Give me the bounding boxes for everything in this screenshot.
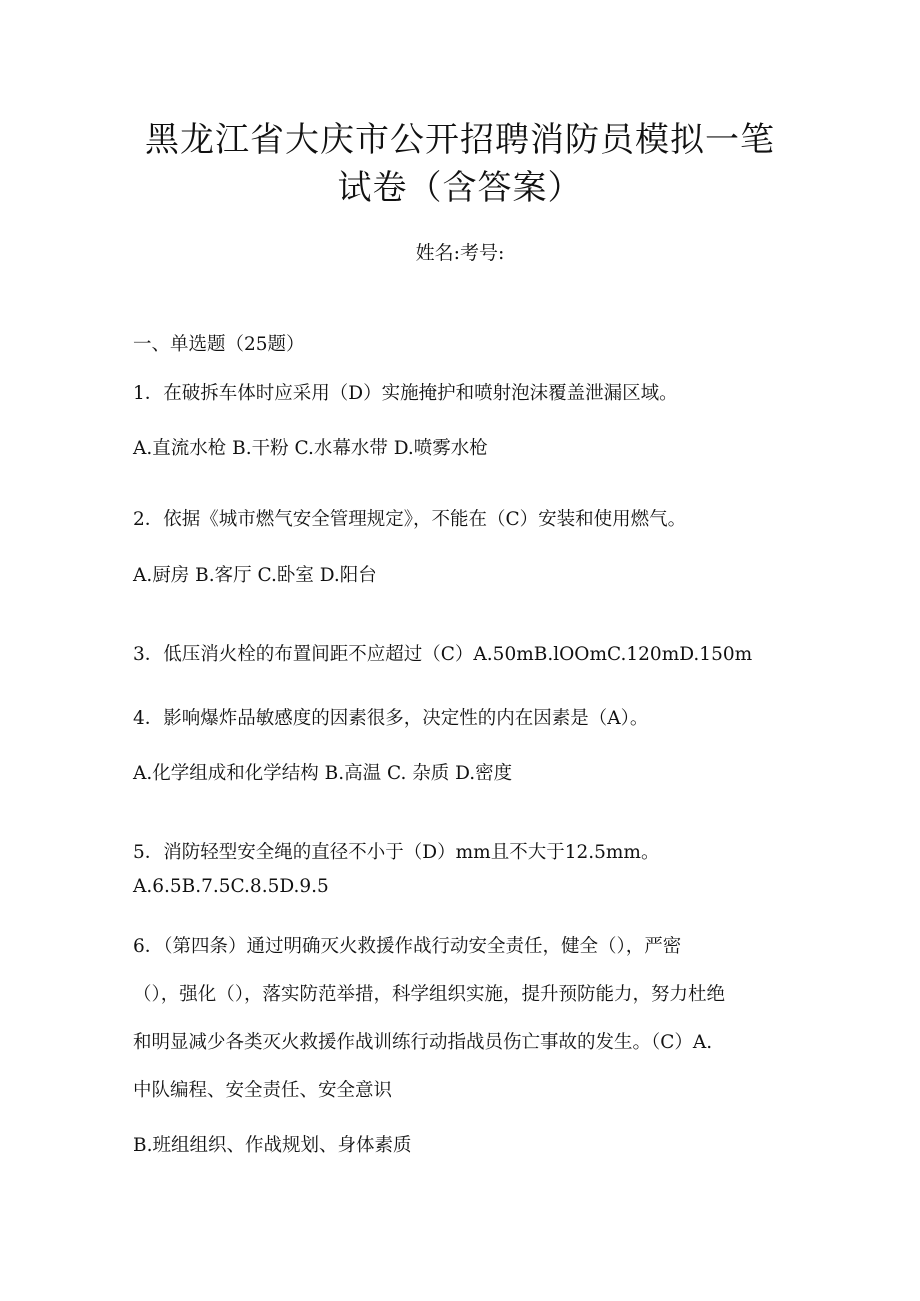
question-6-option-b: B.班组组织、作战规划、身体素质 (133, 1135, 412, 1156)
question-1-stem: 1．在破拆车体时应采用（D）实施掩护和喷射泡沫覆盖泄漏区域。 (133, 383, 678, 404)
section-heading: 一、单选题（25题） (133, 334, 305, 355)
question-5-stem: 5．消防轻型安全绳的直径不小于（D）mm且不大于12.5mm。 (133, 842, 660, 863)
question-6-stem-line-4: 中队编程、安全责任、安全意识 (133, 1080, 393, 1101)
document-title-line-2: 试卷（含答案） (337, 168, 583, 208)
question-4-stem: 4．影响爆炸品敏感度的因素很多，决定性的内在因素是（A）。 (133, 708, 649, 729)
question-6-stem-line-2: （），强化（），落实防范举措，科学组织实施，提升预防能力，努力杜绝 (133, 984, 726, 1005)
question-4-options: A.化学组成和化学结构 B.高温 C. 杂质 D.密度 (133, 763, 513, 784)
question-2-options: A.厨房 B.客厅 C.卧室 D.阳台 (133, 565, 377, 586)
document-title-line-1: 黑龙江省大庆市公开招聘消防员模拟一笔 (145, 120, 775, 160)
question-6-stem-line-1: 6．（第四条）通过明确灭火救援作战行动安全责任，健全（），严密 (133, 936, 682, 957)
question-6-stem-line-3: 和明显减少各类灭火救援作战训练行动指战员伤亡事故的发生。（C）A. (133, 1032, 713, 1053)
question-5-options: A.6.5B.7.5C.8.5D.9.5 (133, 876, 329, 897)
name-exam-number-field: 姓名:考号: (415, 242, 505, 264)
question-3-stem: 3．低压消火栓的布置间距不应超过（C）A.50mB.lOOmC.120mD.150m (133, 644, 753, 665)
question-1-options: A.直流水枪 B.干粉 C.水幕水带 D.喷雾水枪 (133, 438, 488, 459)
question-2-stem: 2．依据《城市燃气安全管理规定》，不能在（C）安装和使用燃气。 (133, 509, 687, 530)
